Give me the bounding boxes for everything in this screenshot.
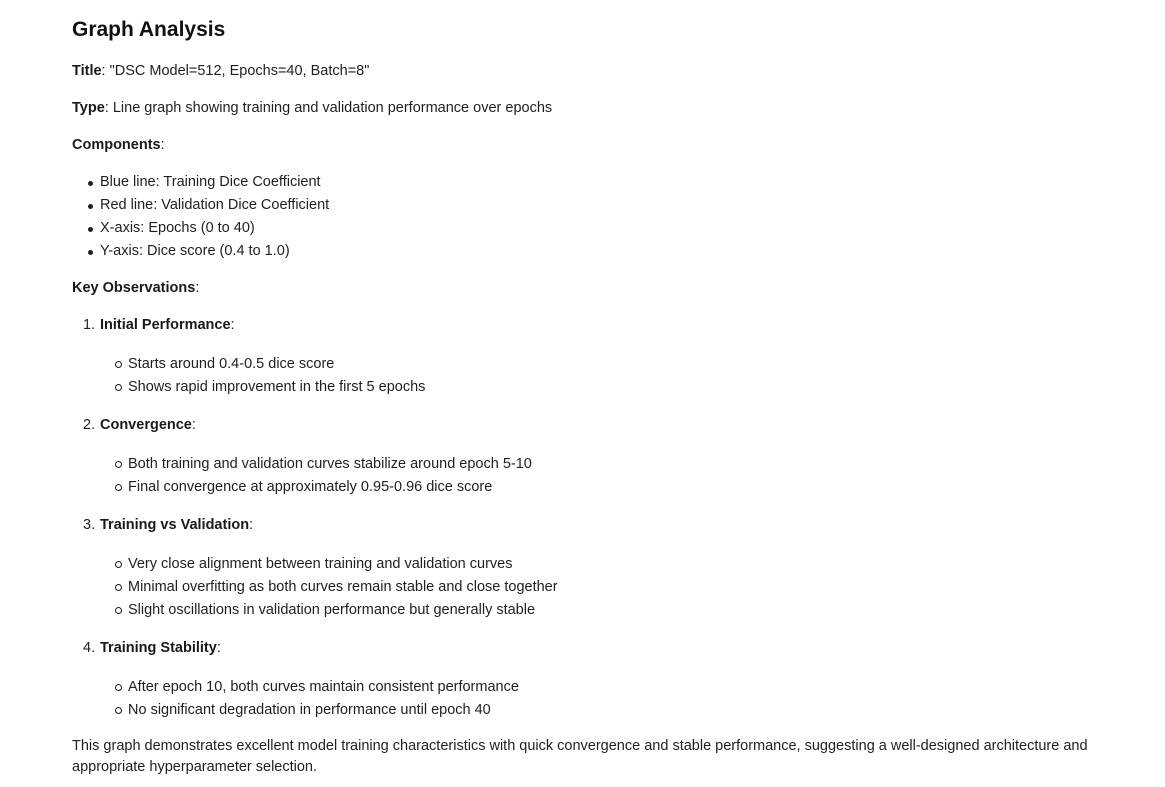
item-number: 3. xyxy=(83,517,96,533)
list-item: Final convergence at approximately 0.95-0.96 dice score xyxy=(100,476,1142,499)
observation-heading: Training vs Validation: xyxy=(100,517,254,533)
components-heading: Components: xyxy=(72,137,165,153)
observation-item xyxy=(72,314,1142,399)
observations-label: Key Observations xyxy=(72,280,196,296)
title-label: Title xyxy=(72,63,102,79)
list-item: Shows rapid improvement in the first 5 epochs xyxy=(100,376,1142,399)
list-item: Minimal overfitting as both curves remain stable and close together xyxy=(100,576,1142,599)
observation-title: Training vs Validation xyxy=(100,517,250,533)
observation-points xyxy=(100,553,1142,622)
observation-item xyxy=(72,637,1142,722)
observation-heading: Convergence: xyxy=(100,417,196,433)
document xyxy=(72,0,1142,778)
observations-heading: Key Observations: xyxy=(72,280,200,296)
list-item: Y-axis: Dice score (0.4 to 1.0) xyxy=(72,240,1142,263)
item-number: 4. xyxy=(83,640,96,656)
observation-heading: Initial Performance: xyxy=(100,317,235,333)
title-line xyxy=(72,60,1142,83)
item-number: 1. xyxy=(83,317,96,333)
list-item: Slight oscillations in validation performance but generally stable xyxy=(100,599,1142,622)
list-item: After epoch 10, both curves maintain consistent performance xyxy=(100,676,1142,699)
observation-points xyxy=(100,676,1142,722)
list-item: Both training and validation curves stabilize around epoch 5-10 xyxy=(100,453,1142,476)
observation-title: Initial Performance xyxy=(100,317,231,333)
list-item: Very close alignment between training and validation curves xyxy=(100,553,1142,576)
observations-list xyxy=(72,314,1142,722)
type-label: Type xyxy=(72,100,105,116)
observation-points xyxy=(100,453,1142,499)
type-line xyxy=(72,97,1142,120)
list-item: Blue line: Training Dice Coefficient xyxy=(72,171,1142,194)
list-item: Red line: Validation Dice Coefficient xyxy=(72,194,1142,217)
observation-item xyxy=(72,414,1142,499)
observation-title: Convergence xyxy=(100,417,192,433)
title-value: : "DSC Model=512, Epochs=40, Batch=8" xyxy=(101,63,370,79)
list-item: X-axis: Epochs (0 to 40) xyxy=(72,217,1142,240)
components-list xyxy=(72,171,1142,263)
observation-points xyxy=(100,353,1142,399)
item-number: 2. xyxy=(83,417,96,433)
list-item: No significant degradation in performance until epoch 40 xyxy=(100,699,1142,722)
page-title: Graph Analysis xyxy=(72,18,226,41)
components-label: Components xyxy=(72,137,161,153)
list-item: Starts around 0.4-0.5 dice score xyxy=(100,353,1142,376)
observation-title: Training Stability xyxy=(100,640,217,656)
type-value: : Line graph showing training and validation performance over epochs xyxy=(104,100,553,116)
closing-paragraph: This graph demonstrates excellent model training characteristics with quick convergence and stable performance, suggesting a well-designed architecture and appropriate hyperparameter selection. xyxy=(72,738,1088,775)
observation-heading: Training Stability: xyxy=(100,640,221,656)
observation-item xyxy=(72,514,1142,622)
